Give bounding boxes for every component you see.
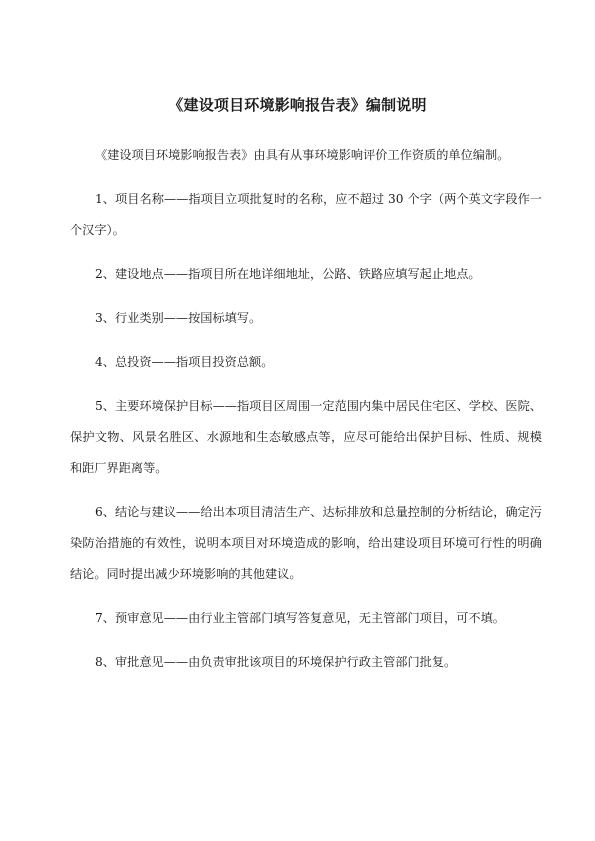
item-total-investment: 4、总投资——指项目投资总额。 [95,355,274,369]
item-approval: 8、审批意见——由负责审批该项目的环境保护行政主管部门批复。 [95,655,457,669]
item-project-name: 1、项目名称——指项目立项批复时的名称，应不超过 30 个字（两个英文字段作一个汉字）。 [70,192,542,237]
item-conclusions: 6、结论与建议——给出本项目清洁生产、达标排放和总量控制的分析结论，确定污染防治措施的有效性，说明本项目对环境造成的影响，给出建设项目环境可行性的明确结论。同时提出减少环境影响的其他建议。 [70,505,542,581]
item-pre-review: 7、预审意见——由行业主管部门填写答复意见，无主管部门项目，可不填。 [95,611,505,625]
document-body [70,140,542,691]
item-industry-category: 3、行业类别——按国标填写。 [95,311,262,325]
item-protection-targets: 5、主要环境保护目标——指项目区周围一定范围内集中居民住宅区、学校、医院、保护文物、风景名胜区、水源地和生态敏感点等，应尽可能给出保护目标、性质、规模和距厂界距离等。 [70,399,542,475]
intro-paragraph: 《建设项目环境影响报告表》由具有从事环境影响评价工作资质的单位编制。 [95,148,510,162]
document-title: 《建设项目环境影响报告表》编制说明 [168,96,427,114]
item-construction-site: 2、建设地点——指项目所在地详细地址，公路、铁路应填写起止地点。 [95,267,481,281]
